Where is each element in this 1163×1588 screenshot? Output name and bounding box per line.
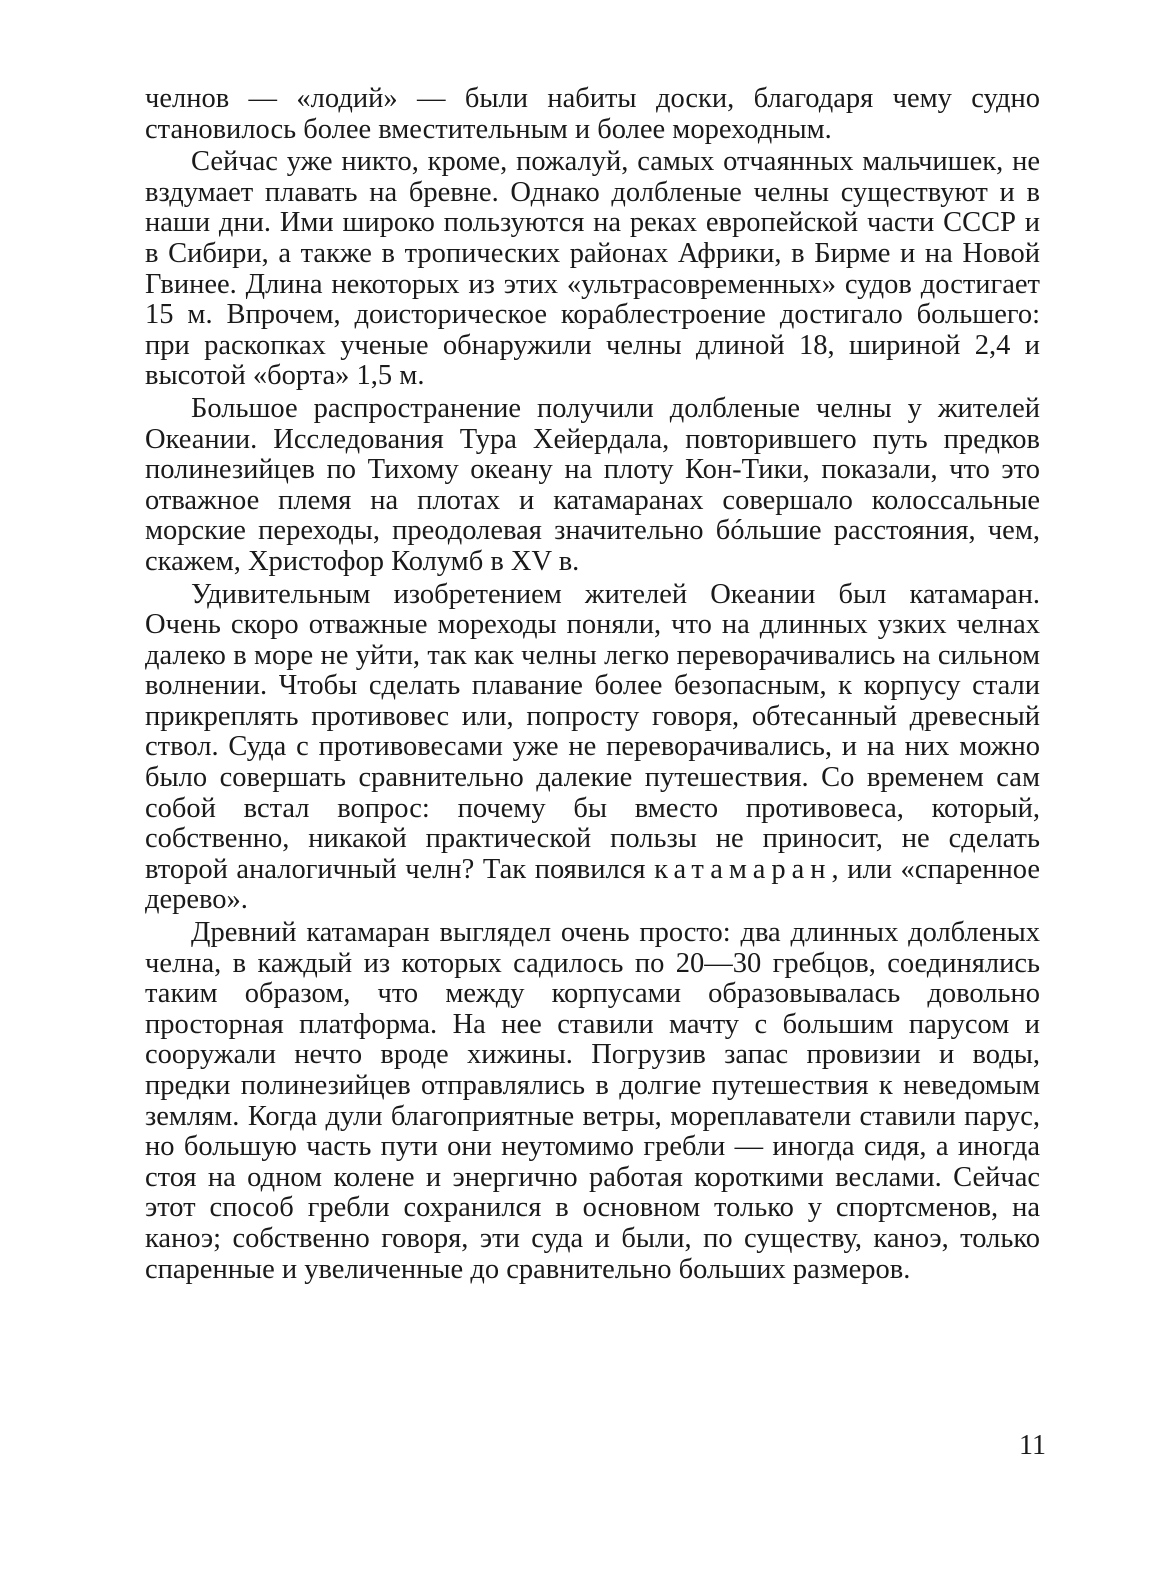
catamaran-text-after: , или «спаренное дерево». [145,853,1040,916]
catamaran-emphasis: катамаран [654,853,832,885]
paragraph-dugout-canoes: Сейчас уже никто, кроме, пожалуй, самых отчаянных мальчишек, не вздумает плавать на бревне. Однако долбленые челны существуют и в наши дни. Ими широко пользуются на реках европейской части СССР и в Сибири, а также в тропических районах Африки, в Бирме и на Новой Гвинее. Длина некоторых из этих «ультрасовременных» судов достигает 15 м. Впрочем, доисторическое кораблестроение достигало большего: при раскопках ученые обнаружили челны длиной 18, шириной 2,4 и высотой «борта» 1,5 м. [145,146,1040,392]
page-number: 11 [1019,1430,1046,1461]
paragraph-continued: челнов — «лодий» — были набиты доски, благодаря чему судно становилось более вместительным и более мореходным. [145,83,1040,145]
catamaran-text-before: Удивительным изобретением жителей Океании был катамаран. Очень скоро отважные мореходы поняли, что на длинных узких челнах далеко в море не уйти, так как челны легко переворачивались на сильном волнении. Чтобы сделать плавание более безопасным, к корпусу стали прикреплять противовес или, попросту говоря, обтесанный древесный ствол. Суда с противовесами уже не переворачивались, и на них можно было совершать сравнительно далекие путешествия. Со временем сам собой встал вопрос: почему бы вместо противовеса, который, собственно, никакой практической пользы не приносит, не сделать второй аналогичный челн? Так появился [145,578,1040,885]
paragraph-catamaran-invention [145,580,1040,917]
paragraph-ancient-catamaran: Древний катамаран выглядел очень просто: два длинных долбленых челна, в каждый из которых садилось по 20—30 гребцов, соединялись таким образом, что между корпусами образовывалась довольно просторная платформа. На нее ставили мачту с большим парусом и сооружали нечто вроде хижины. Погрузив запас провизии и воды, предки полинезийцев отправлялись в долгие путешествия к неведомым землям. Когда дули благоприятные ветры, мореплаватели ставили парус, но большую часть пути они неутомимо гребли — иногда сидя, а иногда стоя на одном колене и энергично работая короткими веслами. Сейчас этот способ гребли сохранился в основном только у спортсменов, на каноэ; собственно говоря, эти суда и были, по существу, каноэ, только спаренные и увеличенные до сравнительно больших размеров. [145,917,1040,1285]
paragraph-oceania: Большое распространение получили долбленые челны у жителей Океании. Исследования Тура Хейердала, повторившего путь предков полинезийцев по Тихому океану на плоту Кон-Тики, показали, что это отважное племя на плотах и катамаранах совершало колоссальные морские переходы, преодолевая значительно бóльшие расстояния, чем, скажем, Христофор Колумб в XV в. [145,392,1040,577]
page-body [145,84,1040,1285]
